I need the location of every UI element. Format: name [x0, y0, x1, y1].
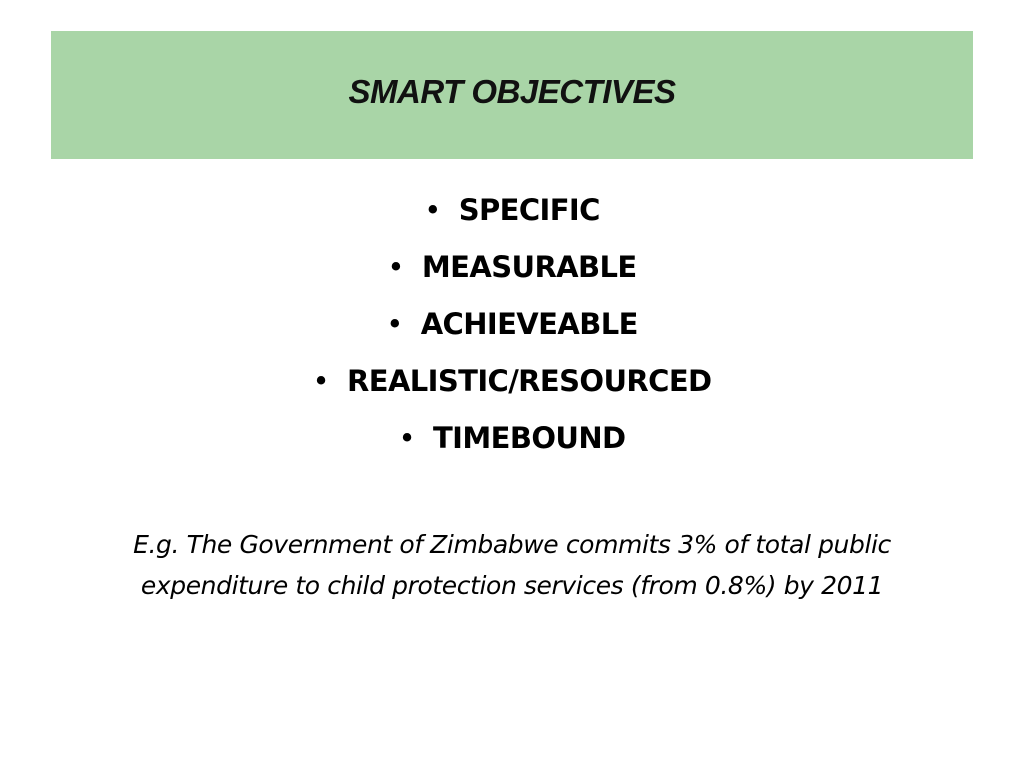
- example-line-1: E.g. The Government of Zimbabwe commits 3% of total public: [133, 530, 891, 559]
- bullet-list: [0, 186, 1024, 471]
- slide-title: SMART OBJECTIVES: [348, 73, 676, 110]
- bullet-text: ACHIEVEABLE: [420, 307, 638, 341]
- bullet-item-measurable: [0, 243, 1024, 300]
- bullet-marker: •: [398, 421, 415, 455]
- bullet-item-realistic: [0, 357, 1024, 414]
- bullet-text: REALISTIC/RESOURCED: [347, 364, 712, 398]
- example-line-2: expenditure to child protection services (from 0.8%) by 2011: [140, 571, 884, 600]
- bullet-marker: •: [424, 193, 441, 227]
- bullet-marker: •: [387, 250, 404, 284]
- bullet-marker: •: [386, 307, 403, 341]
- bullet-text: TIMEBOUND: [433, 421, 626, 455]
- bullet-item-specific: [0, 186, 1024, 243]
- bullet-text: MEASURABLE: [421, 250, 637, 284]
- bullet-text: SPECIFIC: [458, 193, 600, 227]
- bullet-marker: •: [312, 364, 329, 398]
- bullet-item-timebound: [0, 414, 1024, 471]
- bullet-item-achieveable: [0, 300, 1024, 357]
- example-text: [60, 524, 964, 606]
